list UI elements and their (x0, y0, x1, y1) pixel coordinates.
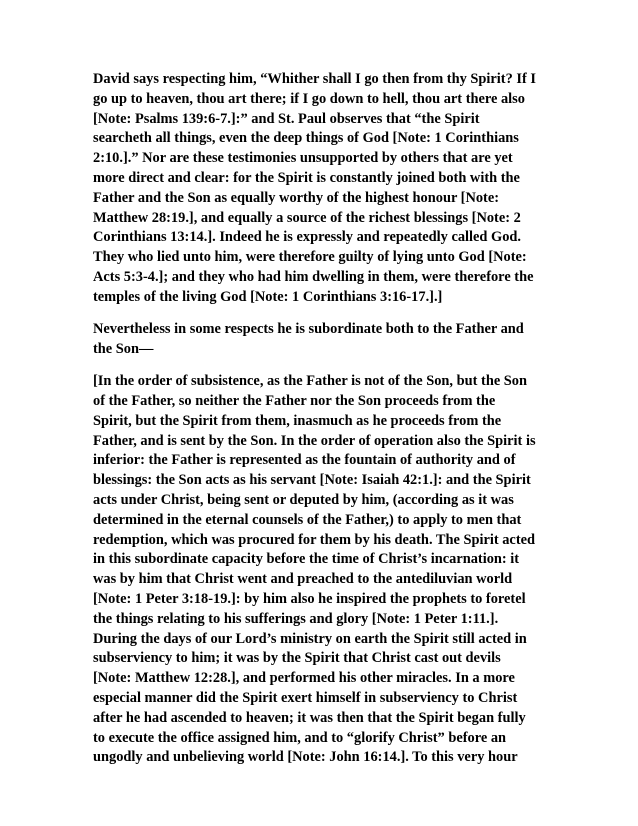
text-line: Spirit, but the Spirit from them, inasmuch as he proceeds from the (93, 412, 502, 429)
text-line: more direct and clear: for the Spirit is constantly joined both with the (93, 169, 520, 186)
text-line: temples of the living God [Note: 1 Corinthians 3:16-17.].] (93, 288, 443, 305)
text-line: inferior: the Father is represented as the fountain of authority and of (93, 452, 516, 469)
text-line: the things relating to his sufferings and glory [Note: 1 Peter 1:11.]. (93, 610, 499, 627)
text-line: subserviency to him; it was by the Spirit that Christ cast out devils (93, 650, 501, 667)
paragraph-1 (93, 70, 547, 308)
text-line: Father, and is sent by the Son. In the order of operation also the Spirit is (93, 432, 536, 449)
text-line: [Note: Matthew 12:28.], and performed his other miracles. In a more (93, 670, 515, 687)
text-line: acts under Christ, being sent or deputed by him, (according as it was (93, 491, 514, 508)
text-line: Acts 5:3-4.]; and they who had him dwelling in them, were therefore the (93, 268, 534, 285)
text-line: in this subordinate capacity before the time of Christ’s incarnation: it (93, 551, 520, 568)
text-line: of the Father, so neither the Father nor the Son proceeds from the (93, 392, 496, 409)
text-line: Father and the Son as equally worthy of the highest honour [Note: (93, 189, 500, 206)
text-line: searcheth all things, even the deep things of God [Note: 1 Corinthians (93, 130, 519, 147)
text-line: redemption, which was procured for them by his death. The Spirit acted (93, 531, 536, 548)
paragraph-2 (93, 320, 547, 360)
text-line: They who lied unto him, were therefore guilty of lying unto God [Note: (93, 249, 527, 266)
text-line: Matthew 28:19.], and equally a source of the richest blessings [Note: 2 (93, 209, 521, 226)
text-line: [Note: 1 Peter 3:18-19.]: by him also he inspired the prophets to foretel (93, 590, 526, 607)
text-line: 2:10.].” Nor are these testimonies unsupported by others that are yet (93, 150, 513, 167)
text-line: David says respecting him, “Whither shall I go then from thy Spirit? If I (93, 71, 536, 87)
text-line: after he had ascended to heaven; it was then that the Spirit began fully (93, 709, 526, 726)
text-line: Corinthians 13:14.]. Indeed he is expressly and repeatedly called God. (93, 229, 522, 246)
text-line: was by him that Christ went and preached to the antediluvian world (93, 571, 513, 588)
document-page (93, 70, 547, 781)
text-line: ungodly and unbelieving world [Note: John 16:14.]. To this very hour (93, 749, 518, 766)
text-line: determined in the eternal counsels of the Father,) to apply to men that (93, 511, 522, 528)
text-line: Nevertheless in some respects he is subordinate both to the Father and (93, 321, 524, 338)
text-line: blessings: the Son acts as his servant [Note: Isaiah 42:1.]: and the Spirit (93, 472, 531, 489)
text-line: [In the order of subsistence, as the Father is not of the Son, but the Son (93, 373, 528, 390)
text-line: the Son— (93, 340, 154, 357)
text-line: During the days of our Lord’s ministry on earth the Spirit still acted in (93, 630, 527, 647)
text-line: go up to heaven, thou art there; if I go down to hell, thou art there also (93, 90, 525, 107)
text-line: especial manner did the Spirit exert himself in subserviency to Christ (93, 689, 518, 706)
paragraph-3 (93, 372, 547, 768)
text-line: [Note: Psalms 139:6-7.]:” and St. Paul observes that “the Spirit (93, 110, 480, 127)
text-line: to execute the office assigned him, and to “glorify Christ” before an (93, 729, 507, 746)
